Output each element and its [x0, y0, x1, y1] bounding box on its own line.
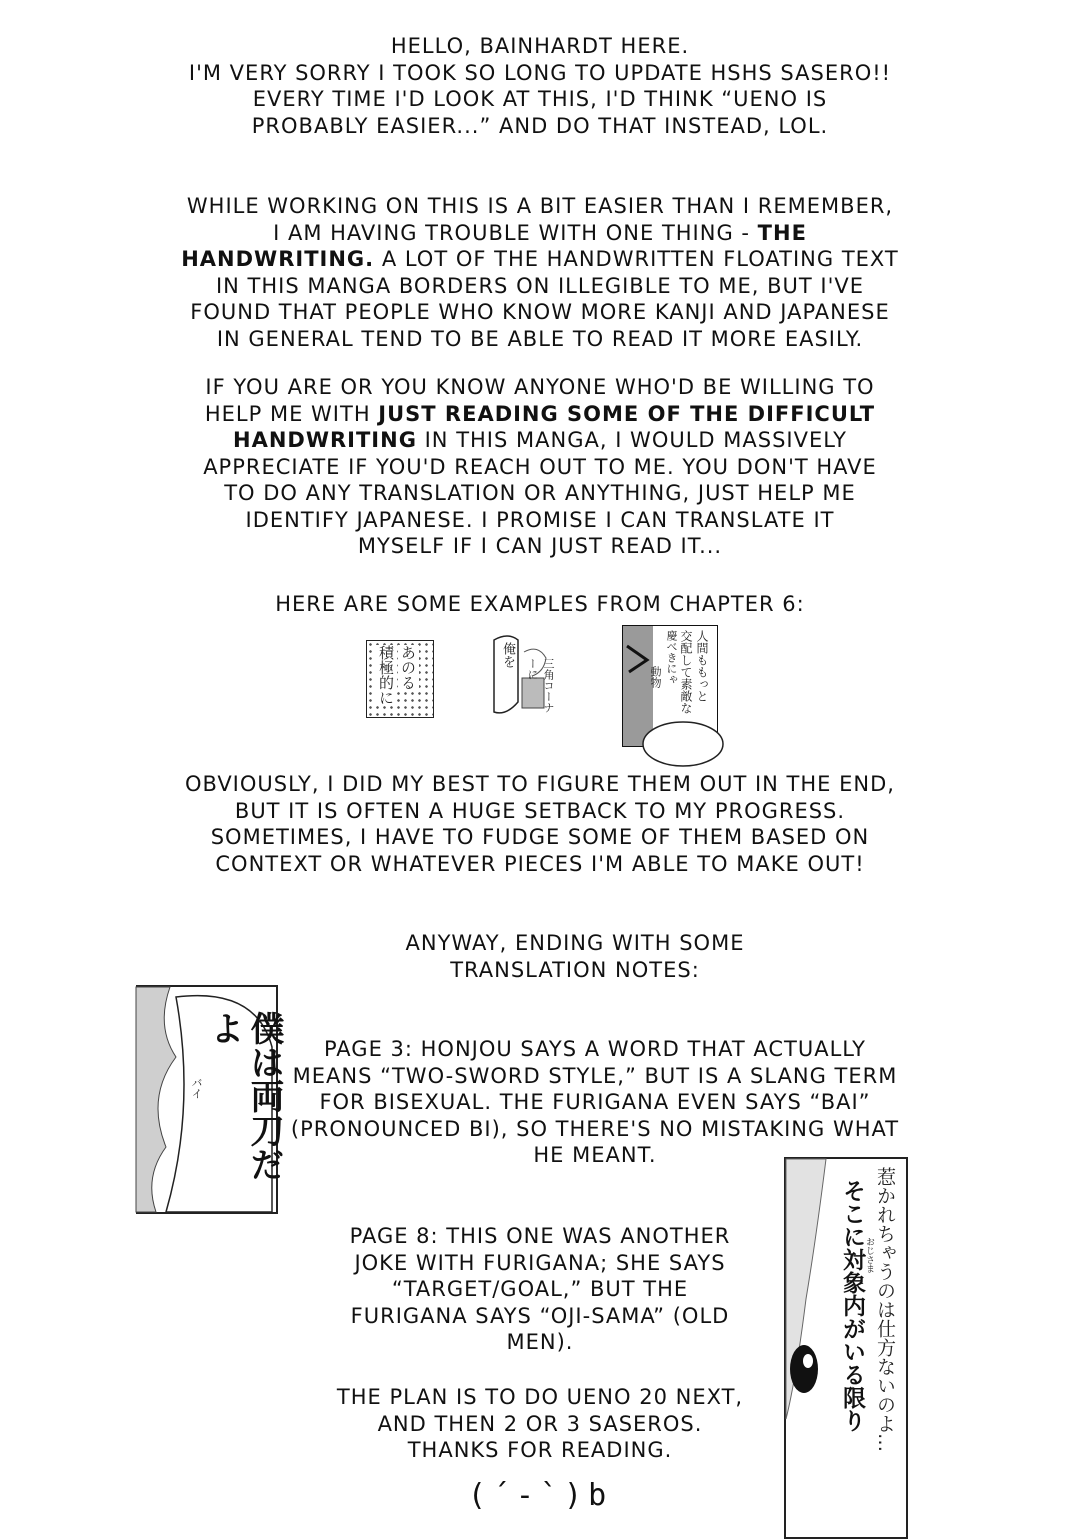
left-manga-panel: [136, 985, 284, 1214]
request-highlight: JUST READING SOME OF THE DIFFICULT HANDWRITING: [233, 401, 876, 452]
intro-line: I'M VERY SORRY I TOOK SO LONG TO UPDATE HSHS SASERO!!: [188, 60, 892, 85]
handwriting-paragraph: [180, 193, 900, 352]
request-text-pre: IF YOU ARE OR YOU KNOW ANYONE WHO'D BE WILLING TO HELP ME WITH: [204, 375, 875, 426]
example-2-text: 俺を: [500, 642, 515, 668]
intro-line: PROBABLY EASIER...” AND DO THAT INSTEAD, LOL.: [251, 113, 829, 138]
obviously-paragraph: OBVIOUSLY, I DID MY BEST TO FIGURE THEM OUT IN THE END, BUT IT IS OFTEN A HUGE SETBACK TO MY PROGRESS. SOMETIMES, I HAVE TO FUDGE SOME OF THEM BASED ON CONTEXT OR WHATEVER PIECES I'M ABLE TO MAKE OUT!: [185, 772, 895, 876]
example-image-1: [366, 640, 434, 718]
intro-line: EVERY TIME I'D LOOK AT THIS, I'D THINK “UENO IS: [252, 87, 828, 111]
left-panel-text: 僕は両刀だよ: [204, 1011, 284, 1181]
right-panel-furigana: おじさま: [864, 1237, 874, 1273]
note-page-8: PAGE 8: THIS ONE WAS ANOTHER JOKE WITH FURIGANA; SHE SAYS “TARGET/GOAL,” BUT THE FURIGANA SAYS “OJI-SAMA” (OLD MEN).: [349, 1224, 731, 1354]
example-1-text: あのる: [399, 645, 417, 690]
example-3-text: 交配して素敵な: [679, 630, 693, 714]
note-page-3: PAGE 3: HONJOU SAYS A WORD THAT ACTUALLY MEANS “TWO-SWORD STYLE,” BUT IS A SLANG TERM FOR BISEXUAL. THE FURIGANA EVEN SAYS “BAI” (PRONOUNCED BI), SO THERE'S NO MISTAKING WHAT HE MEANT.: [290, 1037, 900, 1167]
left-panel-furigana: バイ: [190, 1077, 203, 1099]
request-text-post: IN THIS MANGA, I WOULD MASSIVELY APPRECIATE IF YOU'D REACH OUT TO ME. YOU DON'T HAVE TO DO ANY TRANSLATION OR ANYTHING, JUST HELP ME IDENTIFY JAPANESE. I PROMISE I CAN TRANSLATE IT MYSELF IF I CAN JUST READ IT...: [203, 428, 877, 558]
example-3-text: 慶べきにゃ: [665, 630, 678, 685]
example-2-text: 三角コーナーに: [526, 658, 555, 713]
right-panel-text: 惹かれちゃうのは仕方ないのよ…: [874, 1167, 896, 1452]
example-image-3: [622, 625, 718, 747]
examples-heading: HERE ARE SOME EXAMPLES FROM CHAPTER 6:: [275, 592, 805, 616]
intro-line: HELLO, BAINHARDT HERE.: [390, 34, 690, 58]
example-3-text: 動物: [649, 666, 662, 688]
notes-intro: ANYWAY, ENDING WITH SOME TRANSLATION NOTES:: [405, 931, 745, 982]
example-image-2: [488, 632, 554, 722]
intro-paragraph: [140, 33, 940, 139]
handwriting-text-post: A LOT OF THE HANDWRITTEN FLOATING TEXT IN THIS MANGA BORDERS ON ILLEGIBLE TO ME, BUT I'VE FOUND THAT PEOPLE WHO KNOW MORE KANJI AND JAPANESE IN GENERAL TEND TO BE ABLE TO READ IT MORE EASILY.: [190, 247, 899, 351]
handwriting-highlight: THE HANDWRITING.: [181, 220, 807, 271]
signature-emoticon: (´-`)b: [467, 1478, 613, 1513]
example-1-text: 積極的に: [377, 645, 395, 705]
right-panel-text: そこに対象内がいる限り: [839, 1179, 865, 1432]
example-3-text: 人間ももっと: [695, 630, 709, 702]
right-manga-panel: [784, 1157, 908, 1539]
request-paragraph: [200, 374, 880, 560]
note-plan: THE PLAN IS TO DO UENO 20 NEXT, AND THEN 2 OR 3 SASEROS. THANKS FOR READING.: [336, 1385, 744, 1462]
handwriting-text-pre: WHILE WORKING ON THIS IS A BIT EASIER THAN I REMEMBER, I AM HAVING TROUBLE WITH ONE THING -: [186, 194, 894, 245]
